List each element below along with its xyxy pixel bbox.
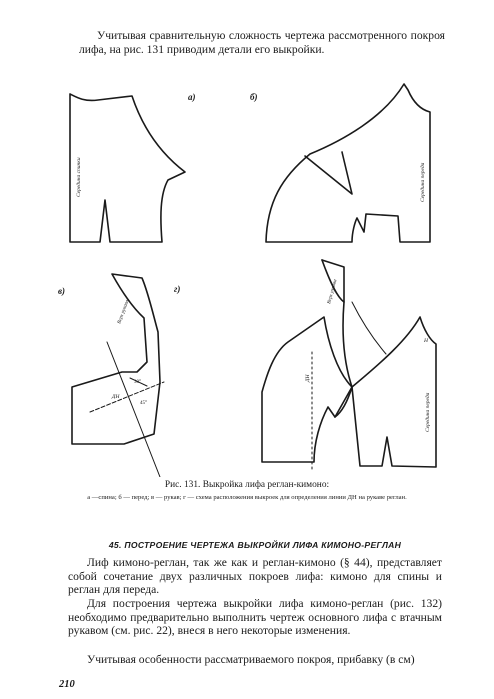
h-mark: Н bbox=[424, 338, 428, 344]
page-number: 210 bbox=[59, 679, 75, 690]
panel-label-b: б) bbox=[250, 92, 258, 102]
angle-45-mark: 45° bbox=[140, 401, 147, 406]
dn-mark: ДН bbox=[112, 394, 120, 400]
front-pattern-piece bbox=[250, 84, 430, 242]
back-pattern-piece bbox=[70, 92, 196, 242]
body-paragraph-3: Учитывая особенности рассматриваемого покроя, прибавку (в см) bbox=[87, 653, 415, 666]
figure-caption-legend: а —спина; б — перед; в — рукав; г — схема расположения выкроек для определения линии ДН на рукаве реглан. bbox=[87, 494, 407, 501]
section-heading: 45. ПОСТРОЕНИЕ ЧЕРТЕЖА ВЫКРОЙКИ ЛИФА КИМОНО-РЕГЛАН bbox=[108, 540, 402, 550]
scheme-front-center-label: Середина переда bbox=[425, 392, 431, 432]
scheme-dn-mark: ДН bbox=[305, 374, 311, 382]
intro-paragraph: Учитывая сравнительную сложность чертежа рассмотренного покроя лифа, на рис. 131 приводим детали его выкройки. bbox=[79, 29, 445, 56]
scheme-sleeve-top-label: Верх рукава bbox=[327, 278, 339, 305]
panel-label-a: а) bbox=[188, 92, 196, 102]
sleeve-top-label: Верх рукава bbox=[117, 299, 131, 325]
angle-30-mark: 30° bbox=[134, 380, 141, 385]
front-center-label: Середина переда bbox=[420, 162, 426, 202]
figure-caption-title: Рис. 131. Выкройка лифа реглан-кимоно: bbox=[164, 480, 330, 490]
panel-label-g: г) bbox=[174, 284, 181, 294]
sleeve-pattern-piece bbox=[58, 274, 164, 477]
pattern-figure bbox=[52, 82, 442, 477]
body-paragraph-1: Лиф кимоно-реглан, так же как и реглан-кимоно (§ 44), представляет собой сочетание двух различных покроев лифа: кимоно для спины и реглан для переда. bbox=[68, 556, 442, 597]
panel-label-v: в) bbox=[58, 286, 66, 296]
layout-scheme bbox=[174, 260, 436, 472]
body-paragraph-2: Для построения чертежа выкройки лифа кимоно-реглан (рис. 132) необходимо предварительно выполнить чертеж основного лифа с втачным рукавом (см. рис. 22), внеся в него некоторые изменения. bbox=[68, 597, 442, 638]
back-center-label: Середина спинки bbox=[76, 157, 82, 197]
